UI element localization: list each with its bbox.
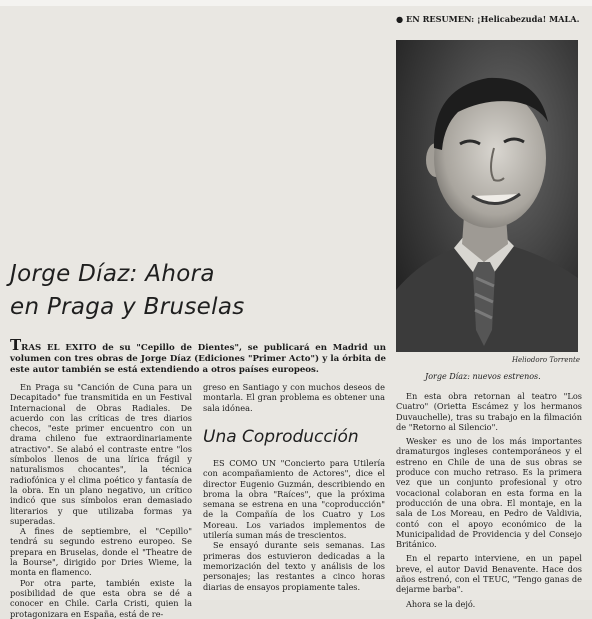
column-2 [203,458,385,592]
photo-credit: Heliodoro Torrente [511,356,580,364]
column-2-paragraph: Se ensayó durante seis semanas. Las primeras dos estuvieron dedicadas a la memorización del texto y análisis de los personajes; las restantes a cinco horas diarias de ensayos propiamente tales. [203,540,385,592]
top-margin [0,0,592,6]
lead-text: RAS EL EXITO de su "Cepillo de Dientes", se publicará en Madrid un volumen con tres obras de Jorge Díaz (Ediciones "Primer Acto") y la órbita de este autor también se está extendiendo a otros países europeos. [10,343,386,375]
column-1 [10,382,192,619]
headline-line-2: en Praga y Bruselas [10,294,245,320]
column-3 [396,391,582,613]
resumen-note: ● EN RESUMEN: ¡Helicabezuda! MALA. [396,14,580,24]
column-3-paragraph: En esta obra retornan al teatro "Los Cuatro" (Orietta Escámez y los hermanos Duvauchelle), tras su trabajo en la filmación de "Retorno al Silencio". [396,391,582,432]
column-3-paragraph: En el reparto interviene, en un papel breve, el autor David Benavente. Hace dos años estrenó, con el TEUC, "Tengo ganas de dejarme barba". [396,553,582,595]
column-1-paragraph: En Praga su "Canción de Cuna para un Decapitado" fue transmitida en un Festival Internacional de Obras Radiales. De acuerdo con las críticas de tres diarios checos, "este primer encuentro con un drama chileno fue extraordinariamente atractivo". Se alabó el contraste entre "los símbolos llenos de una lírica frágil y naturalismos chocantes", la técnica radiofónica y el clima poético y fantasía de la obra. En un plano negativo, un crítico indicó que sus símbolos eran demasiado literarios y que utilizaba formas ya superadas. [10,382,192,526]
portrait-illustration [396,40,578,352]
drop-cap: T [10,336,22,354]
portrait-photo [396,40,578,352]
headline [10,258,380,324]
column-1-paragraph: A fines de septiembre, el "Cepillo" tendrá su segundo estreno europeo. Se prepara en Bruselas, donde el "Theatre de la Bourse", dirigido por Dries Wieme, la monta en flamenco. [10,526,192,578]
column-1-paragraph: Por otra parte, también existe la posibilidad de que esta obra se dé a conocer en Chile. Carla Cristi, quien la protagonizara en España, está de re- [10,577,192,619]
column-2-continuation: greso en Santiago y con muchos deseos de montarla. El gran problema es obtener una sala idónea. [203,382,385,413]
column-3-paragraph: Ahora se la dejó. [406,598,476,609]
headline-line-1: Jorge Díaz: Ahora [10,261,215,287]
subheading: Una Coproducción [203,427,359,447]
lead-paragraph [10,336,386,376]
column-3-paragraph: Wesker es uno de los más importantes dramaturgos ingleses contemporáneos y el estreno en Chile de una de sus obras se produce con mucho retraso. Es la primera vez que un conjunto profesional y otro vocacional colaboran en esta forma en la producción de una obra. El montaje, en la sala de Los Moreau, en Pedro de Valdivia, contó con el apoyo económico de la Municipalidad de Providencia y del Consejo Británico. [396,436,582,550]
photo-caption: Jorge Díaz: nuevos estrenos. [425,372,541,381]
column-2-top [203,382,385,413]
column-2-paragraph: ES COMO UN "Concierto para Utilería con acompañamiento de Actores", dice el director Eugenio Guzmán, describiendo en broma la obra "Raíces", que la próxima semana se estrena en una "coproducción" de la Compañía de los Cuatro y Los Moreau. Los variados implementos de utilería suman más de trescientos. [203,458,385,541]
